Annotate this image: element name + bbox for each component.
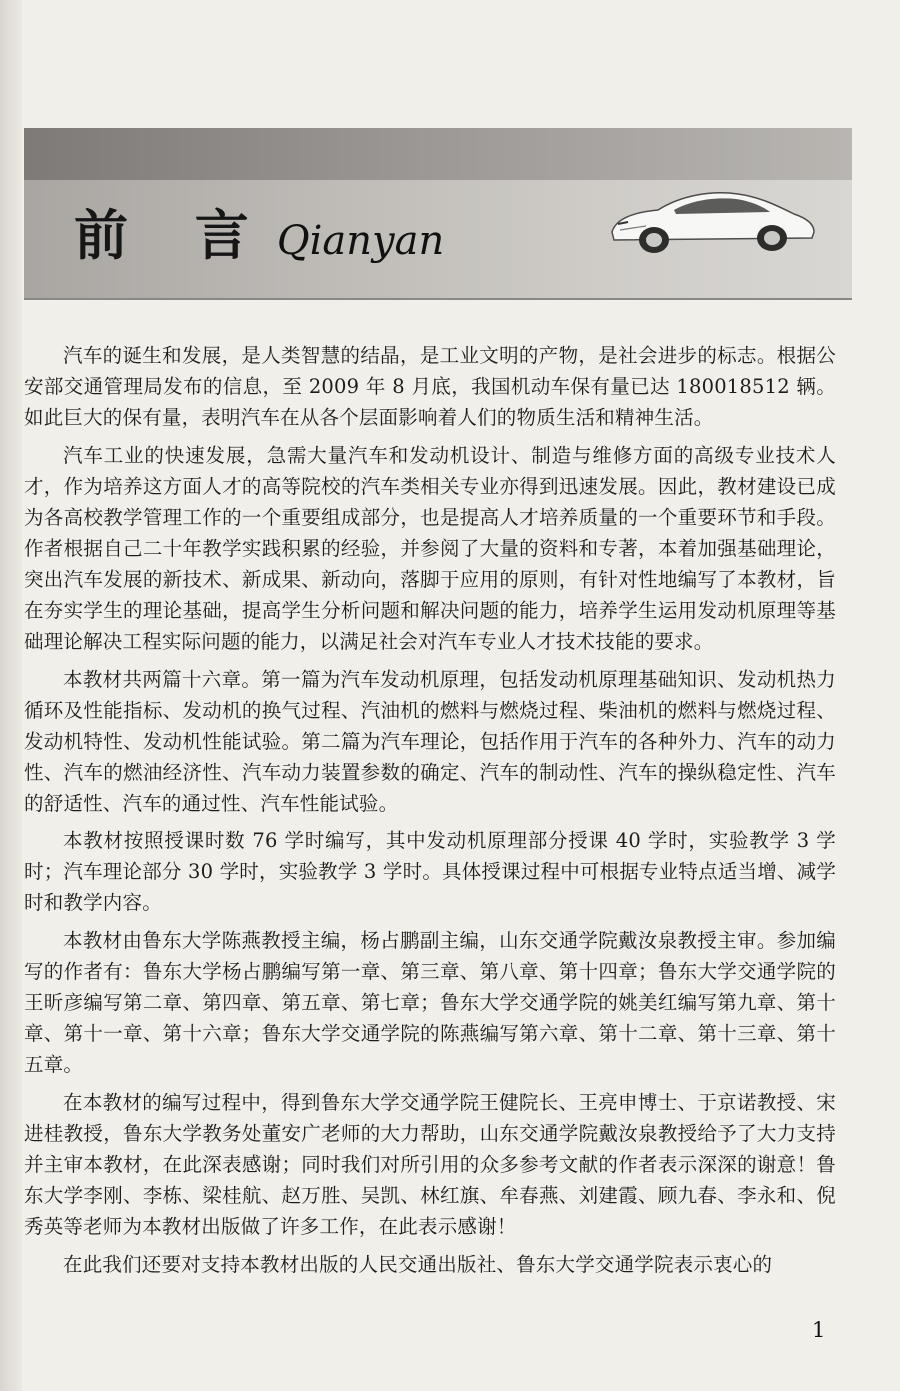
preface-heading	[74, 196, 444, 270]
paragraph: 本教材按照授课时数 76 学时编写，其中发动机原理部分授课 40 学时，实验教学 3 学时；汽车理论部分 30 学时，实验教学 3 学时。具体授课过程中可根据专业特点适当增、减学时和教学内容。	[24, 829, 837, 915]
page-number: 1	[812, 1318, 826, 1342]
paragraph: 本教材由鲁东大学陈燕教授主编，杨占鹏副主编，山东交通学院戴汝泉教授主审。参加编写的作者有：鲁东大学杨占鹏编写第一章、第三章、第八章、第十四章；鲁东大学交通学院的王昕彦编写第二章、第四章、第五章、第七章；鲁东大学交通学院的姚美红编写第九章、第十章、第十一章、第十六章；鲁东大学交通学院的陈燕编写第六章、第十二章、第十三章、第十五章。	[24, 929, 836, 1077]
paragraph: 汽车的诞生和发展，是人类智慧的结晶，是工业文明的产物，是社会进步的标志。根据公安部交通管理局发布的信息，至 2009 年 8 月底，我国机动车保有量已达 180018512 辆。如此巨大的保有量，表明汽车在从各个层面影响着人们的物质生活和精神生活。	[24, 344, 836, 429]
paragraph: 汽车工业的快速发展，急需大量汽车和发动机设计、制造与维修方面的高级专业技术人才，作为培养这方面人才的高等院校的汽车类相关专业亦得到迅速发展。因此，教材建设已成为各高校教学管理工作的一个重要组成部分，也是提高人才培养质量的一个重要环节和手段。作者根据自己二十年教学实践积累的经验，并参阅了大量的资料和专著，本着加强基础理论，突出汽车发展的新技术、新成果、新动向，落脚于应用的原则，有针对性地编写了本教材，旨在夯实学生的理论基础，提高学生分析问题和解决问题的能力，培养学生运用发动机原理等基础理论解决工程实际问题的能力，以满足社会对汽车专业人才技术技能的要求。	[24, 443, 836, 653]
paragraph: 在此我们还要对支持本教材出版的人民交通出版社、鲁东大学交通学院表示衷心的	[63, 1252, 773, 1276]
sports-car-illustration	[606, 178, 818, 256]
paragraph: 在本教材的编写过程中，得到鲁东大学交通学院王健院长、王亮申博士、于京诺教授、宋进桂教授，鲁东大学教务处董安广老师的大力帮助，山东交通学院戴汝泉教授给予了大力支持并主审本教材，在此深表感谢；同时我们对所引用的众多参考文献的作者表示深深的谢意！鲁东大学李刚、李栋、梁桂航、赵万胜、吴凯、林红旗、牟春燕、刘建霞、顾九春、李永和、倪秀英等老师为本教材出版做了许多工作，在此表示感谢！	[24, 1090, 836, 1238]
paragraph: 本教材共两篇十六章。第一篇为汽车发动机原理，包括发动机原理基础知识、发动机热力循环及性能指标、发动机的换气过程、汽油机的燃料与燃烧过程、柴油机的燃料与燃烧过程、发动机特性、发动机性能试验。第二篇为汽车理论，包括作用于汽车的各种外力、汽车的动力性、汽车的燃油经济性、汽车动力装置参数的确定、汽车的制动性、汽车的操纵稳定性、汽车的舒适性、汽车的通过性、汽车性能试验。	[24, 667, 836, 815]
heading-pinyin: Qianyan	[276, 218, 445, 264]
preface-body	[24, 340, 836, 1287]
banner-top-strip	[24, 128, 852, 180]
page-binding-edge	[0, 0, 22, 1391]
heading-chinese: 前 言	[74, 203, 273, 267]
